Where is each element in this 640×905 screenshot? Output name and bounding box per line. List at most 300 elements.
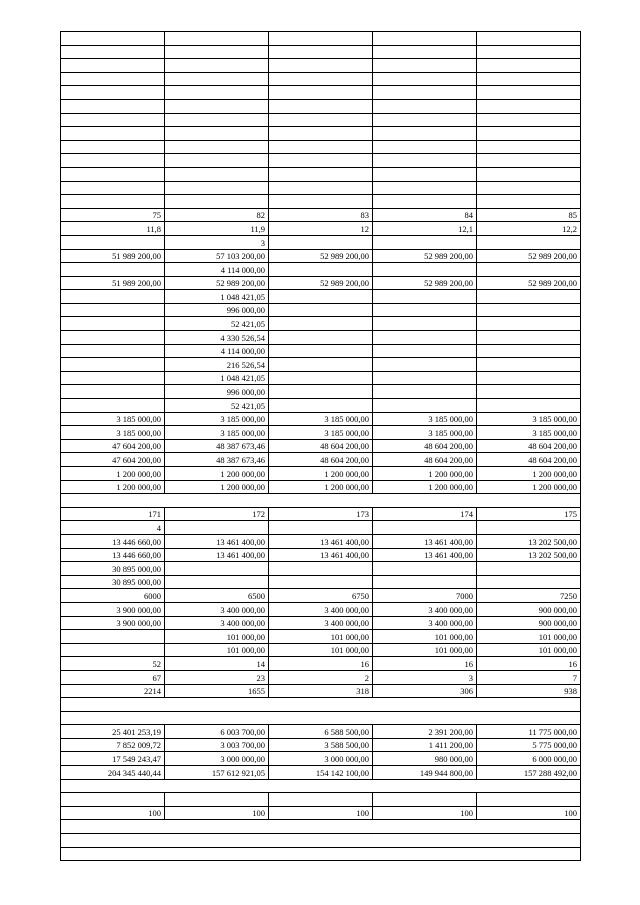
table-cell bbox=[269, 195, 373, 209]
table-cell bbox=[61, 113, 165, 127]
table-cell bbox=[269, 99, 373, 113]
table-row bbox=[61, 630, 581, 644]
table-cell: 1 200 000,00 bbox=[373, 467, 477, 481]
table-cell: 84 bbox=[373, 208, 477, 222]
table-cell-merged bbox=[61, 834, 581, 848]
table-cell bbox=[165, 575, 269, 589]
table-row bbox=[61, 276, 581, 290]
table-cell bbox=[373, 303, 477, 317]
table-row bbox=[61, 99, 581, 113]
table-row bbox=[61, 208, 581, 222]
table-cell bbox=[373, 793, 477, 807]
table-row bbox=[61, 589, 581, 603]
table-cell bbox=[61, 181, 165, 195]
table-cell bbox=[165, 181, 269, 195]
table-cell bbox=[165, 562, 269, 576]
table-row bbox=[61, 779, 581, 793]
table-cell: 52 989 200,00 bbox=[373, 249, 477, 263]
table-cell bbox=[477, 86, 581, 100]
table-cell bbox=[373, 86, 477, 100]
table-cell-merged bbox=[61, 711, 581, 725]
table-cell bbox=[477, 72, 581, 86]
table-cell: 6 588 500,00 bbox=[269, 725, 373, 739]
table-cell bbox=[269, 113, 373, 127]
table-cell bbox=[61, 344, 165, 358]
table-cell bbox=[269, 72, 373, 86]
table-cell bbox=[61, 99, 165, 113]
table-cell: 6750 bbox=[269, 589, 373, 603]
table-cell bbox=[61, 154, 165, 168]
table-row bbox=[61, 127, 581, 141]
table-cell: 48 604 200,00 bbox=[477, 439, 581, 453]
table-cell bbox=[61, 127, 165, 141]
table-cell: 100 bbox=[477, 806, 581, 820]
table-cell bbox=[61, 72, 165, 86]
table-cell bbox=[269, 371, 373, 385]
table-cell: 5 775 000,00 bbox=[477, 738, 581, 752]
table-cell: 3 900 000,00 bbox=[61, 602, 165, 616]
table-cell: 318 bbox=[269, 684, 373, 698]
table-cell bbox=[373, 195, 477, 209]
table-cell: 101 000,00 bbox=[269, 643, 373, 657]
table-cell: 1 200 000,00 bbox=[269, 467, 373, 481]
table-cell bbox=[165, 32, 269, 46]
table-cell bbox=[477, 59, 581, 73]
table-row bbox=[61, 806, 581, 820]
table-row bbox=[61, 263, 581, 277]
table-cell: 25 401 253,19 bbox=[61, 725, 165, 739]
table-cell bbox=[61, 59, 165, 73]
table-cell: 1 200 000,00 bbox=[373, 480, 477, 494]
table-cell bbox=[477, 575, 581, 589]
table-row bbox=[61, 290, 581, 304]
table-cell: 13 461 400,00 bbox=[269, 548, 373, 562]
table-cell bbox=[269, 385, 373, 399]
table-cell: 216 526,54 bbox=[165, 358, 269, 372]
table-cell bbox=[477, 195, 581, 209]
table-cell: 174 bbox=[373, 507, 477, 521]
table-cell: 3 400 000,00 bbox=[269, 602, 373, 616]
table-cell: 12,2 bbox=[477, 222, 581, 236]
table-row bbox=[61, 562, 581, 576]
table-row bbox=[61, 738, 581, 752]
table-cell: 7 852 009,72 bbox=[61, 738, 165, 752]
table-body bbox=[61, 32, 581, 861]
table-cell: 52 989 200,00 bbox=[269, 249, 373, 263]
table-cell bbox=[61, 793, 165, 807]
table-cell: 100 bbox=[61, 806, 165, 820]
table-cell bbox=[477, 385, 581, 399]
table-cell bbox=[269, 575, 373, 589]
table-cell bbox=[477, 113, 581, 127]
table-row bbox=[61, 140, 581, 154]
table-cell: 1 200 000,00 bbox=[165, 480, 269, 494]
table-cell bbox=[373, 99, 477, 113]
table-cell bbox=[61, 263, 165, 277]
table-cell: 1 048 421,05 bbox=[165, 371, 269, 385]
table-cell bbox=[61, 32, 165, 46]
table-cell: 48 604 200,00 bbox=[269, 439, 373, 453]
table-row bbox=[61, 358, 581, 372]
table-row bbox=[61, 249, 581, 263]
table-cell: 6 003 700,00 bbox=[165, 725, 269, 739]
table-row bbox=[61, 467, 581, 481]
table-cell: 1 200 000,00 bbox=[61, 480, 165, 494]
table-cell: 3 588 500,00 bbox=[269, 738, 373, 752]
table-cell: 996 000,00 bbox=[165, 385, 269, 399]
table-row bbox=[61, 575, 581, 589]
table-cell-merged bbox=[61, 847, 581, 861]
table-cell bbox=[477, 358, 581, 372]
table-cell bbox=[373, 127, 477, 141]
table-cell: 75 bbox=[61, 208, 165, 222]
table-cell bbox=[477, 303, 581, 317]
table-row bbox=[61, 344, 581, 358]
table-cell bbox=[477, 127, 581, 141]
table-cell: 3 000 000,00 bbox=[269, 752, 373, 766]
table-cell: 52 989 200,00 bbox=[373, 276, 477, 290]
table-cell: 52 989 200,00 bbox=[477, 276, 581, 290]
table-cell: 173 bbox=[269, 507, 373, 521]
table-row bbox=[61, 235, 581, 249]
table-cell: 154 142 100,00 bbox=[269, 766, 373, 780]
table-row bbox=[61, 371, 581, 385]
table-cell bbox=[61, 630, 165, 644]
table-cell bbox=[477, 140, 581, 154]
table-cell: 48 387 673,46 bbox=[165, 453, 269, 467]
table-cell: 3 185 000,00 bbox=[373, 412, 477, 426]
table-cell bbox=[373, 358, 477, 372]
table-cell bbox=[373, 399, 477, 413]
table-cell: 7000 bbox=[373, 589, 477, 603]
table-cell bbox=[61, 317, 165, 331]
table-cell: 1 200 000,00 bbox=[477, 467, 581, 481]
table-cell bbox=[373, 72, 477, 86]
table-row bbox=[61, 698, 581, 712]
table-cell bbox=[477, 331, 581, 345]
table-cell: 6500 bbox=[165, 589, 269, 603]
table-row bbox=[61, 670, 581, 684]
table-cell bbox=[477, 290, 581, 304]
table-cell bbox=[269, 263, 373, 277]
table-cell bbox=[269, 344, 373, 358]
table-cell: 48 604 200,00 bbox=[269, 453, 373, 467]
table-row bbox=[61, 59, 581, 73]
table-cell: 101 000,00 bbox=[373, 630, 477, 644]
table-row bbox=[61, 385, 581, 399]
table-cell: 100 bbox=[165, 806, 269, 820]
table-cell: 13 446 660,00 bbox=[61, 534, 165, 548]
table-cell bbox=[269, 32, 373, 46]
table-row bbox=[61, 399, 581, 413]
table-row bbox=[61, 32, 581, 46]
table-row bbox=[61, 494, 581, 508]
table-cell: 3 185 000,00 bbox=[61, 426, 165, 440]
table-row bbox=[61, 72, 581, 86]
table-cell: 52 421,05 bbox=[165, 399, 269, 413]
table-cell bbox=[61, 399, 165, 413]
table-cell bbox=[477, 399, 581, 413]
table-cell bbox=[165, 154, 269, 168]
table-cell: 48 604 200,00 bbox=[373, 439, 477, 453]
table-cell bbox=[61, 45, 165, 59]
table-cell: 172 bbox=[165, 507, 269, 521]
table-cell: 30 895 000,00 bbox=[61, 562, 165, 576]
table-cell: 3 185 000,00 bbox=[165, 412, 269, 426]
table-row bbox=[61, 616, 581, 630]
table-cell: 12 bbox=[269, 222, 373, 236]
table-cell: 100 bbox=[269, 806, 373, 820]
table-cell bbox=[477, 181, 581, 195]
table-row bbox=[61, 548, 581, 562]
table-cell bbox=[373, 140, 477, 154]
table-row bbox=[61, 303, 581, 317]
table-cell: 13 461 400,00 bbox=[269, 534, 373, 548]
table-cell: 3 185 000,00 bbox=[61, 412, 165, 426]
table-cell: 1 200 000,00 bbox=[165, 467, 269, 481]
table-cell: 306 bbox=[373, 684, 477, 698]
table-cell bbox=[165, 113, 269, 127]
table-cell bbox=[373, 385, 477, 399]
data-table bbox=[60, 31, 581, 861]
table-cell: 6 000 000,00 bbox=[477, 752, 581, 766]
table-cell bbox=[373, 371, 477, 385]
table-cell bbox=[61, 643, 165, 657]
table-row bbox=[61, 167, 581, 181]
table-row bbox=[61, 331, 581, 345]
table-cell bbox=[165, 127, 269, 141]
table-row bbox=[61, 834, 581, 848]
table-cell bbox=[373, 562, 477, 576]
table-cell bbox=[373, 113, 477, 127]
table-cell: 13 461 400,00 bbox=[373, 548, 477, 562]
table-row bbox=[61, 222, 581, 236]
table-cell: 16 bbox=[477, 657, 581, 671]
table-cell: 82 bbox=[165, 208, 269, 222]
table-row bbox=[61, 426, 581, 440]
table-cell: 4 114 000,00 bbox=[165, 263, 269, 277]
table-cell: 3 400 000,00 bbox=[165, 602, 269, 616]
table-row bbox=[61, 521, 581, 535]
table-cell bbox=[477, 371, 581, 385]
table-cell: 23 bbox=[165, 670, 269, 684]
table-cell: 101 000,00 bbox=[165, 630, 269, 644]
table-cell: 52 989 200,00 bbox=[477, 249, 581, 263]
table-cell: 1 200 000,00 bbox=[477, 480, 581, 494]
table-cell: 1 200 000,00 bbox=[269, 480, 373, 494]
table-cell-merged bbox=[61, 820, 581, 834]
table-cell: 3 400 000,00 bbox=[165, 616, 269, 630]
table-cell: 13 461 400,00 bbox=[165, 534, 269, 548]
table-row bbox=[61, 45, 581, 59]
table-cell: 85 bbox=[477, 208, 581, 222]
table-cell: 1 048 421,05 bbox=[165, 290, 269, 304]
table-cell: 52 989 200,00 bbox=[269, 276, 373, 290]
table-cell bbox=[61, 358, 165, 372]
table-cell bbox=[477, 793, 581, 807]
table-row bbox=[61, 657, 581, 671]
table-row bbox=[61, 820, 581, 834]
table-cell-merged bbox=[61, 494, 581, 508]
table-cell bbox=[61, 86, 165, 100]
table-row bbox=[61, 86, 581, 100]
table-cell bbox=[269, 167, 373, 181]
table-cell bbox=[477, 344, 581, 358]
table-cell: 13 461 400,00 bbox=[373, 534, 477, 548]
table-cell bbox=[61, 167, 165, 181]
table-cell: 11,8 bbox=[61, 222, 165, 236]
table-cell: 101 000,00 bbox=[477, 630, 581, 644]
table-cell bbox=[477, 235, 581, 249]
table-cell bbox=[373, 59, 477, 73]
table-cell: 2 bbox=[269, 670, 373, 684]
table-cell bbox=[269, 86, 373, 100]
table-cell: 900 000,00 bbox=[477, 602, 581, 616]
table-cell: 3 400 000,00 bbox=[373, 602, 477, 616]
table-cell: 3 185 000,00 bbox=[269, 412, 373, 426]
table-cell bbox=[269, 399, 373, 413]
table-cell bbox=[477, 317, 581, 331]
table-cell bbox=[165, 99, 269, 113]
table-row bbox=[61, 195, 581, 209]
table-cell: 51 989 200,00 bbox=[61, 249, 165, 263]
table-cell bbox=[165, 72, 269, 86]
table-row bbox=[61, 793, 581, 807]
table-cell: 48 604 200,00 bbox=[373, 453, 477, 467]
table-cell bbox=[165, 59, 269, 73]
table-cell bbox=[269, 45, 373, 59]
table-cell bbox=[165, 195, 269, 209]
table-cell bbox=[61, 195, 165, 209]
table-row bbox=[61, 113, 581, 127]
table-row bbox=[61, 439, 581, 453]
table-cell: 13 202 500,00 bbox=[477, 548, 581, 562]
table-row bbox=[61, 507, 581, 521]
table-cell bbox=[61, 371, 165, 385]
table-cell: 51 989 200,00 bbox=[61, 276, 165, 290]
table-cell: 2214 bbox=[61, 684, 165, 698]
table-cell: 3 003 700,00 bbox=[165, 738, 269, 752]
table-cell: 16 bbox=[373, 657, 477, 671]
table-cell bbox=[373, 32, 477, 46]
table-cell: 48 387 673,46 bbox=[165, 439, 269, 453]
table-cell bbox=[477, 45, 581, 59]
table-cell: 4 114 000,00 bbox=[165, 344, 269, 358]
table-cell: 101 000,00 bbox=[269, 630, 373, 644]
table-cell bbox=[373, 317, 477, 331]
table-cell: 3 185 000,00 bbox=[477, 426, 581, 440]
table-row bbox=[61, 766, 581, 780]
table-row bbox=[61, 317, 581, 331]
table-cell: 4 bbox=[61, 521, 165, 535]
table-cell bbox=[61, 140, 165, 154]
table-cell bbox=[373, 235, 477, 249]
table-cell: 12,1 bbox=[373, 222, 477, 236]
table-cell: 101 000,00 bbox=[165, 643, 269, 657]
table-cell: 204 345 440,44 bbox=[61, 766, 165, 780]
table-cell bbox=[269, 181, 373, 195]
table-cell: 3 bbox=[165, 235, 269, 249]
table-cell: 6000 bbox=[61, 589, 165, 603]
table-cell bbox=[269, 59, 373, 73]
table-cell bbox=[373, 331, 477, 345]
table-cell: 13 461 400,00 bbox=[165, 548, 269, 562]
table-cell: 52 bbox=[61, 657, 165, 671]
table-cell: 1 411 200,00 bbox=[373, 738, 477, 752]
table-cell bbox=[477, 562, 581, 576]
table-cell bbox=[269, 154, 373, 168]
table-row bbox=[61, 412, 581, 426]
table-cell: 13 446 660,00 bbox=[61, 548, 165, 562]
table-row bbox=[61, 643, 581, 657]
table-cell: 100 bbox=[373, 806, 477, 820]
table-cell: 57 103 200,00 bbox=[165, 249, 269, 263]
table-cell: 149 944 800,00 bbox=[373, 766, 477, 780]
table-cell: 101 000,00 bbox=[373, 643, 477, 657]
table-cell bbox=[373, 263, 477, 277]
table-cell bbox=[269, 290, 373, 304]
table-cell bbox=[269, 303, 373, 317]
table-cell: 3 bbox=[373, 670, 477, 684]
table-cell: 7250 bbox=[477, 589, 581, 603]
table-row bbox=[61, 725, 581, 739]
table-cell bbox=[61, 290, 165, 304]
table-cell bbox=[61, 385, 165, 399]
table-cell: 47 604 200,00 bbox=[61, 439, 165, 453]
table-cell: 3 185 000,00 bbox=[477, 412, 581, 426]
table-cell: 83 bbox=[269, 208, 373, 222]
table-cell: 157 612 921,05 bbox=[165, 766, 269, 780]
table-cell bbox=[269, 127, 373, 141]
table-row bbox=[61, 684, 581, 698]
table-row bbox=[61, 154, 581, 168]
table-cell-merged bbox=[61, 779, 581, 793]
table-cell bbox=[477, 99, 581, 113]
table-row bbox=[61, 752, 581, 766]
table-cell bbox=[165, 793, 269, 807]
table-cell: 1655 bbox=[165, 684, 269, 698]
table-cell: 980 000,00 bbox=[373, 752, 477, 766]
table-cell bbox=[269, 140, 373, 154]
table-cell: 11 775 000,00 bbox=[477, 725, 581, 739]
table-cell: 7 bbox=[477, 670, 581, 684]
table-cell: 3 185 000,00 bbox=[165, 426, 269, 440]
table-cell: 11,9 bbox=[165, 222, 269, 236]
table-cell bbox=[165, 167, 269, 181]
table-cell: 157 288 492,00 bbox=[477, 766, 581, 780]
table-cell bbox=[477, 32, 581, 46]
table-cell: 1 200 000,00 bbox=[61, 467, 165, 481]
table-cell bbox=[373, 45, 477, 59]
table-cell bbox=[269, 317, 373, 331]
table-cell: 52 989 200,00 bbox=[165, 276, 269, 290]
table-cell-merged bbox=[61, 698, 581, 712]
table-row bbox=[61, 181, 581, 195]
table-cell bbox=[61, 235, 165, 249]
table-cell bbox=[373, 154, 477, 168]
table-cell bbox=[165, 140, 269, 154]
table-cell: 3 000 000,00 bbox=[165, 752, 269, 766]
table-cell: 47 604 200,00 bbox=[61, 453, 165, 467]
table-cell: 4 330 526,54 bbox=[165, 331, 269, 345]
table-cell bbox=[269, 521, 373, 535]
table-cell bbox=[269, 235, 373, 249]
table-cell bbox=[61, 303, 165, 317]
table-cell bbox=[61, 331, 165, 345]
table-cell: 175 bbox=[477, 507, 581, 521]
table-cell bbox=[373, 521, 477, 535]
table-row bbox=[61, 711, 581, 725]
